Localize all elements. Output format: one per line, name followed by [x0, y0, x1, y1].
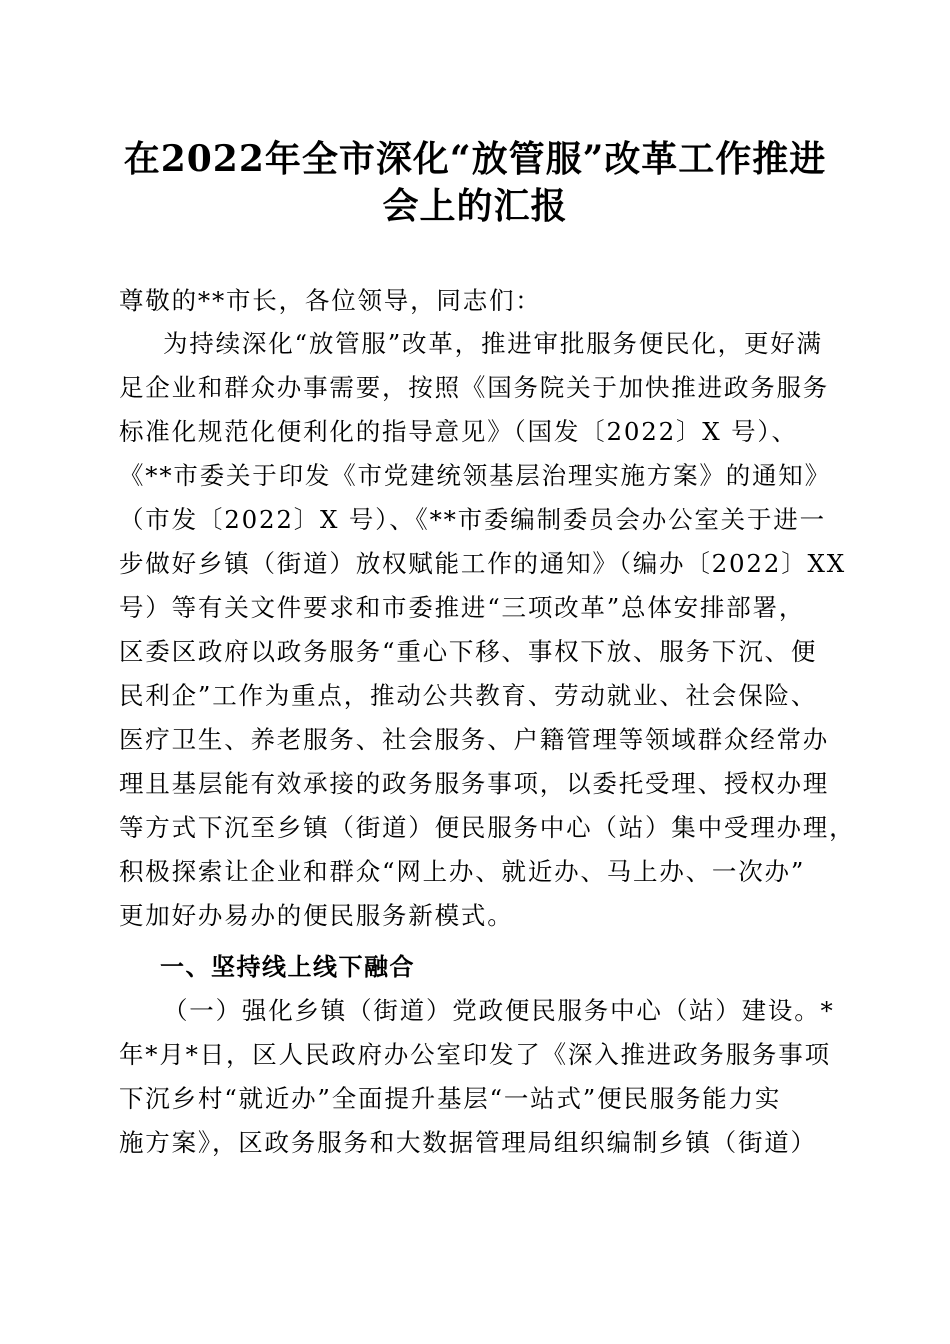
intro-line: 区委区政府以政务服务“重心下移、事权下放、服务下沉、便 — [119, 637, 818, 666]
intro-line: 号）等有关文件要求和市委推进“三项改革”总体安排部署， — [119, 593, 806, 622]
intro-line: 积极探索让企业和群众“网上办、就近办、马上办、一次办” — [119, 857, 806, 886]
intro-line: 理且基层能有效承接的政务服务事项，以委托受理、授权办理 — [119, 769, 830, 798]
subsection-line: 施方案》，区政务服务和大数据管理局组织编制乡镇（街道） — [119, 1128, 817, 1157]
intro-line: 民利企”工作为重点，推动公共教育、劳动就业、社会保险、 — [119, 681, 818, 710]
subsection-line: 年*月*日，区人民政府办公室印发了《深入推进政务服务事项 — [119, 1040, 831, 1069]
intro-line: 《**市委关于印发《市党建统领基层治理实施方案》的通知》 — [119, 461, 831, 490]
intro-line: 足企业和群众办事需要，按照《国务院关于加快推进政务服务 — [119, 373, 830, 402]
intro-line: 等方式下沉至乡镇（街道）便民服务中心（站）集中受理办理， — [119, 813, 856, 842]
subsection-line: （一）强化乡镇（街道）党政便民服务中心（站）建设。* — [163, 996, 835, 1025]
intro-line: 标准化规范化便利化的指导意见》（国发〔2022〕X 号）、 — [119, 417, 798, 446]
section-heading: 一、坚持线上线下融合 — [160, 953, 415, 981]
subsection-line: 下沉乡村“就近办”全面提升基层“一站式”便民服务能力实 — [119, 1084, 782, 1113]
intro-line: 更加好办易办的便民服务新模式。 — [119, 901, 514, 930]
intro-line: 为持续深化“放管服”改革，推进审批服务便民化，更好满 — [163, 329, 823, 358]
intro-line: （市发〔2022〕X 号）、《**市委编制委员会办公室关于进一 — [119, 505, 826, 534]
document-title-line-1: 在2022年全市深化“放管服”改革工作推进 — [123, 138, 827, 180]
document-title-line-2: 会上的汇报 — [382, 185, 568, 227]
salutation: 尊敬的**市长，各位领导，同志们： — [119, 286, 542, 315]
intro-line: 步做好乡镇（街道）放权赋能工作的通知》（编办〔2022〕XX — [119, 549, 846, 578]
intro-line: 医疗卫生、养老服务、社会服务、户籍管理等领域群众经常办 — [119, 725, 830, 754]
